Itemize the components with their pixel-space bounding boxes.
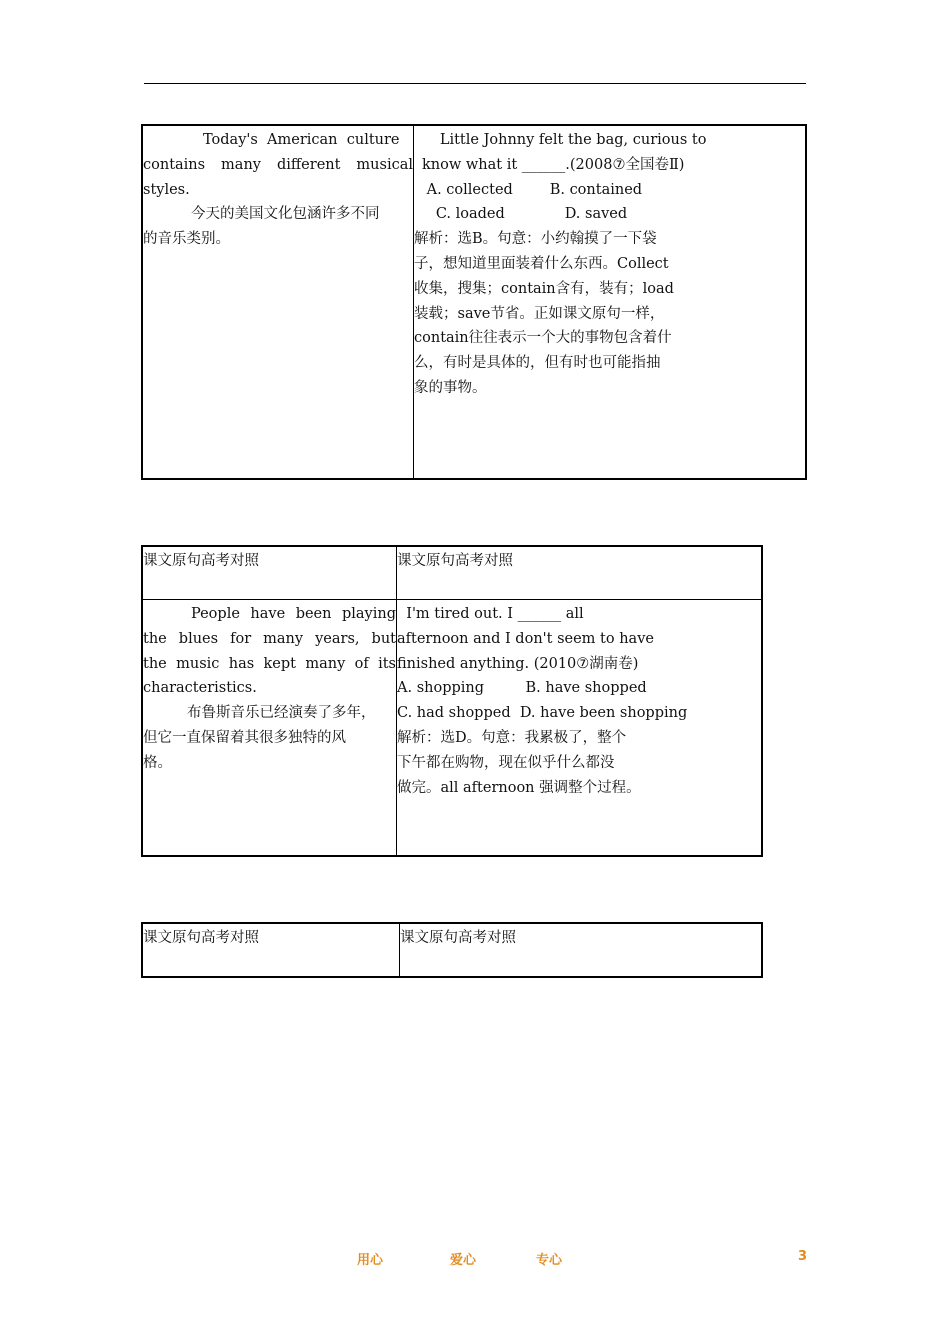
options-line: C. had shopped D. have been shopping [397,705,688,722]
options-line: A. shopping B. have shopped [397,680,647,697]
column-header: 课文原句高考对照 [400,930,516,946]
chinese-line: 但它一直保留着其很多独特的风 [143,729,346,746]
analysis-line: 解析：选B。句意：小约翰摸了一下袋 [414,231,657,248]
footer-word-3: 专心 [536,1253,563,1268]
options-line: A. collected B. contained [422,181,643,198]
chinese-line: 今天的美国文化包涵许多不同 [191,206,380,223]
original-sentence-cell [142,125,414,479]
analysis-line: 装载；save节省。正如课文原句一样， [414,305,665,322]
exam-question-cell [397,600,763,857]
analysis-line: 象的事物。 [414,379,487,396]
header-cell-right [400,923,763,977]
chinese-line: 的音乐类别。 [143,231,230,248]
analysis-line: 么，有时是具体的，但有时也可能指抽 [414,355,661,372]
question-line: afternoon and I don't seem to have [397,630,654,647]
column-header: 课文原句高考对照 [397,553,513,569]
comparison-table-2 [141,545,763,857]
page-number: 3 [798,1249,808,1264]
options-line: C. loaded D. saved [422,206,628,223]
analysis-line: 做完。all afternoon 强调整个过程。 [397,779,641,796]
exam-question-cell [414,125,807,479]
analysis-line: 收集，搜集；contain含有，装有；load [414,280,674,297]
analysis-line: 解析：选D。句意：我累极了，整个 [397,729,627,746]
english-line: People have been playing [191,606,396,622]
header-rule [144,83,806,84]
column-header: 课文原句高考对照 [143,553,259,569]
comparison-table-1 [141,124,807,480]
footer-word-1: 用心 [357,1253,384,1268]
chinese-line: 格。 [143,754,172,771]
english-line: contains many different musical [143,156,413,173]
analysis-line: contain往往表示一个大的事物包含着什 [414,330,672,347]
question-line: finished anything. (2010⑦湖南卷) [397,655,639,672]
header-cell-right [397,546,763,600]
english-line: Today's American culture [203,132,400,148]
original-sentence-cell [142,600,397,857]
question-line: know what it ______.(2008⑦全国卷Ⅱ) [422,156,685,173]
english-line: the music has kept many of its [143,655,396,672]
footer-word-2: 爱心 [450,1253,477,1268]
comparison-table-3 [141,922,763,978]
header-cell-left [142,546,397,600]
english-line: characteristics. [143,680,257,697]
header-cell-left [142,923,400,977]
question-line: I'm tired out. I ______ all [397,606,584,622]
analysis-line: 下午都在购物，现在似乎什么都没 [397,754,615,771]
chinese-line: 布鲁斯音乐已经演奏了多年， [187,705,376,722]
english-line: styles. [143,181,190,198]
column-header: 课文原句高考对照 [143,930,259,946]
english-line: the blues for many years, but [143,630,396,647]
analysis-line: 子，想知道里面装着什么东西。Collect [414,255,669,272]
question-line: Little Johnny felt the bag, curious to [426,132,707,148]
